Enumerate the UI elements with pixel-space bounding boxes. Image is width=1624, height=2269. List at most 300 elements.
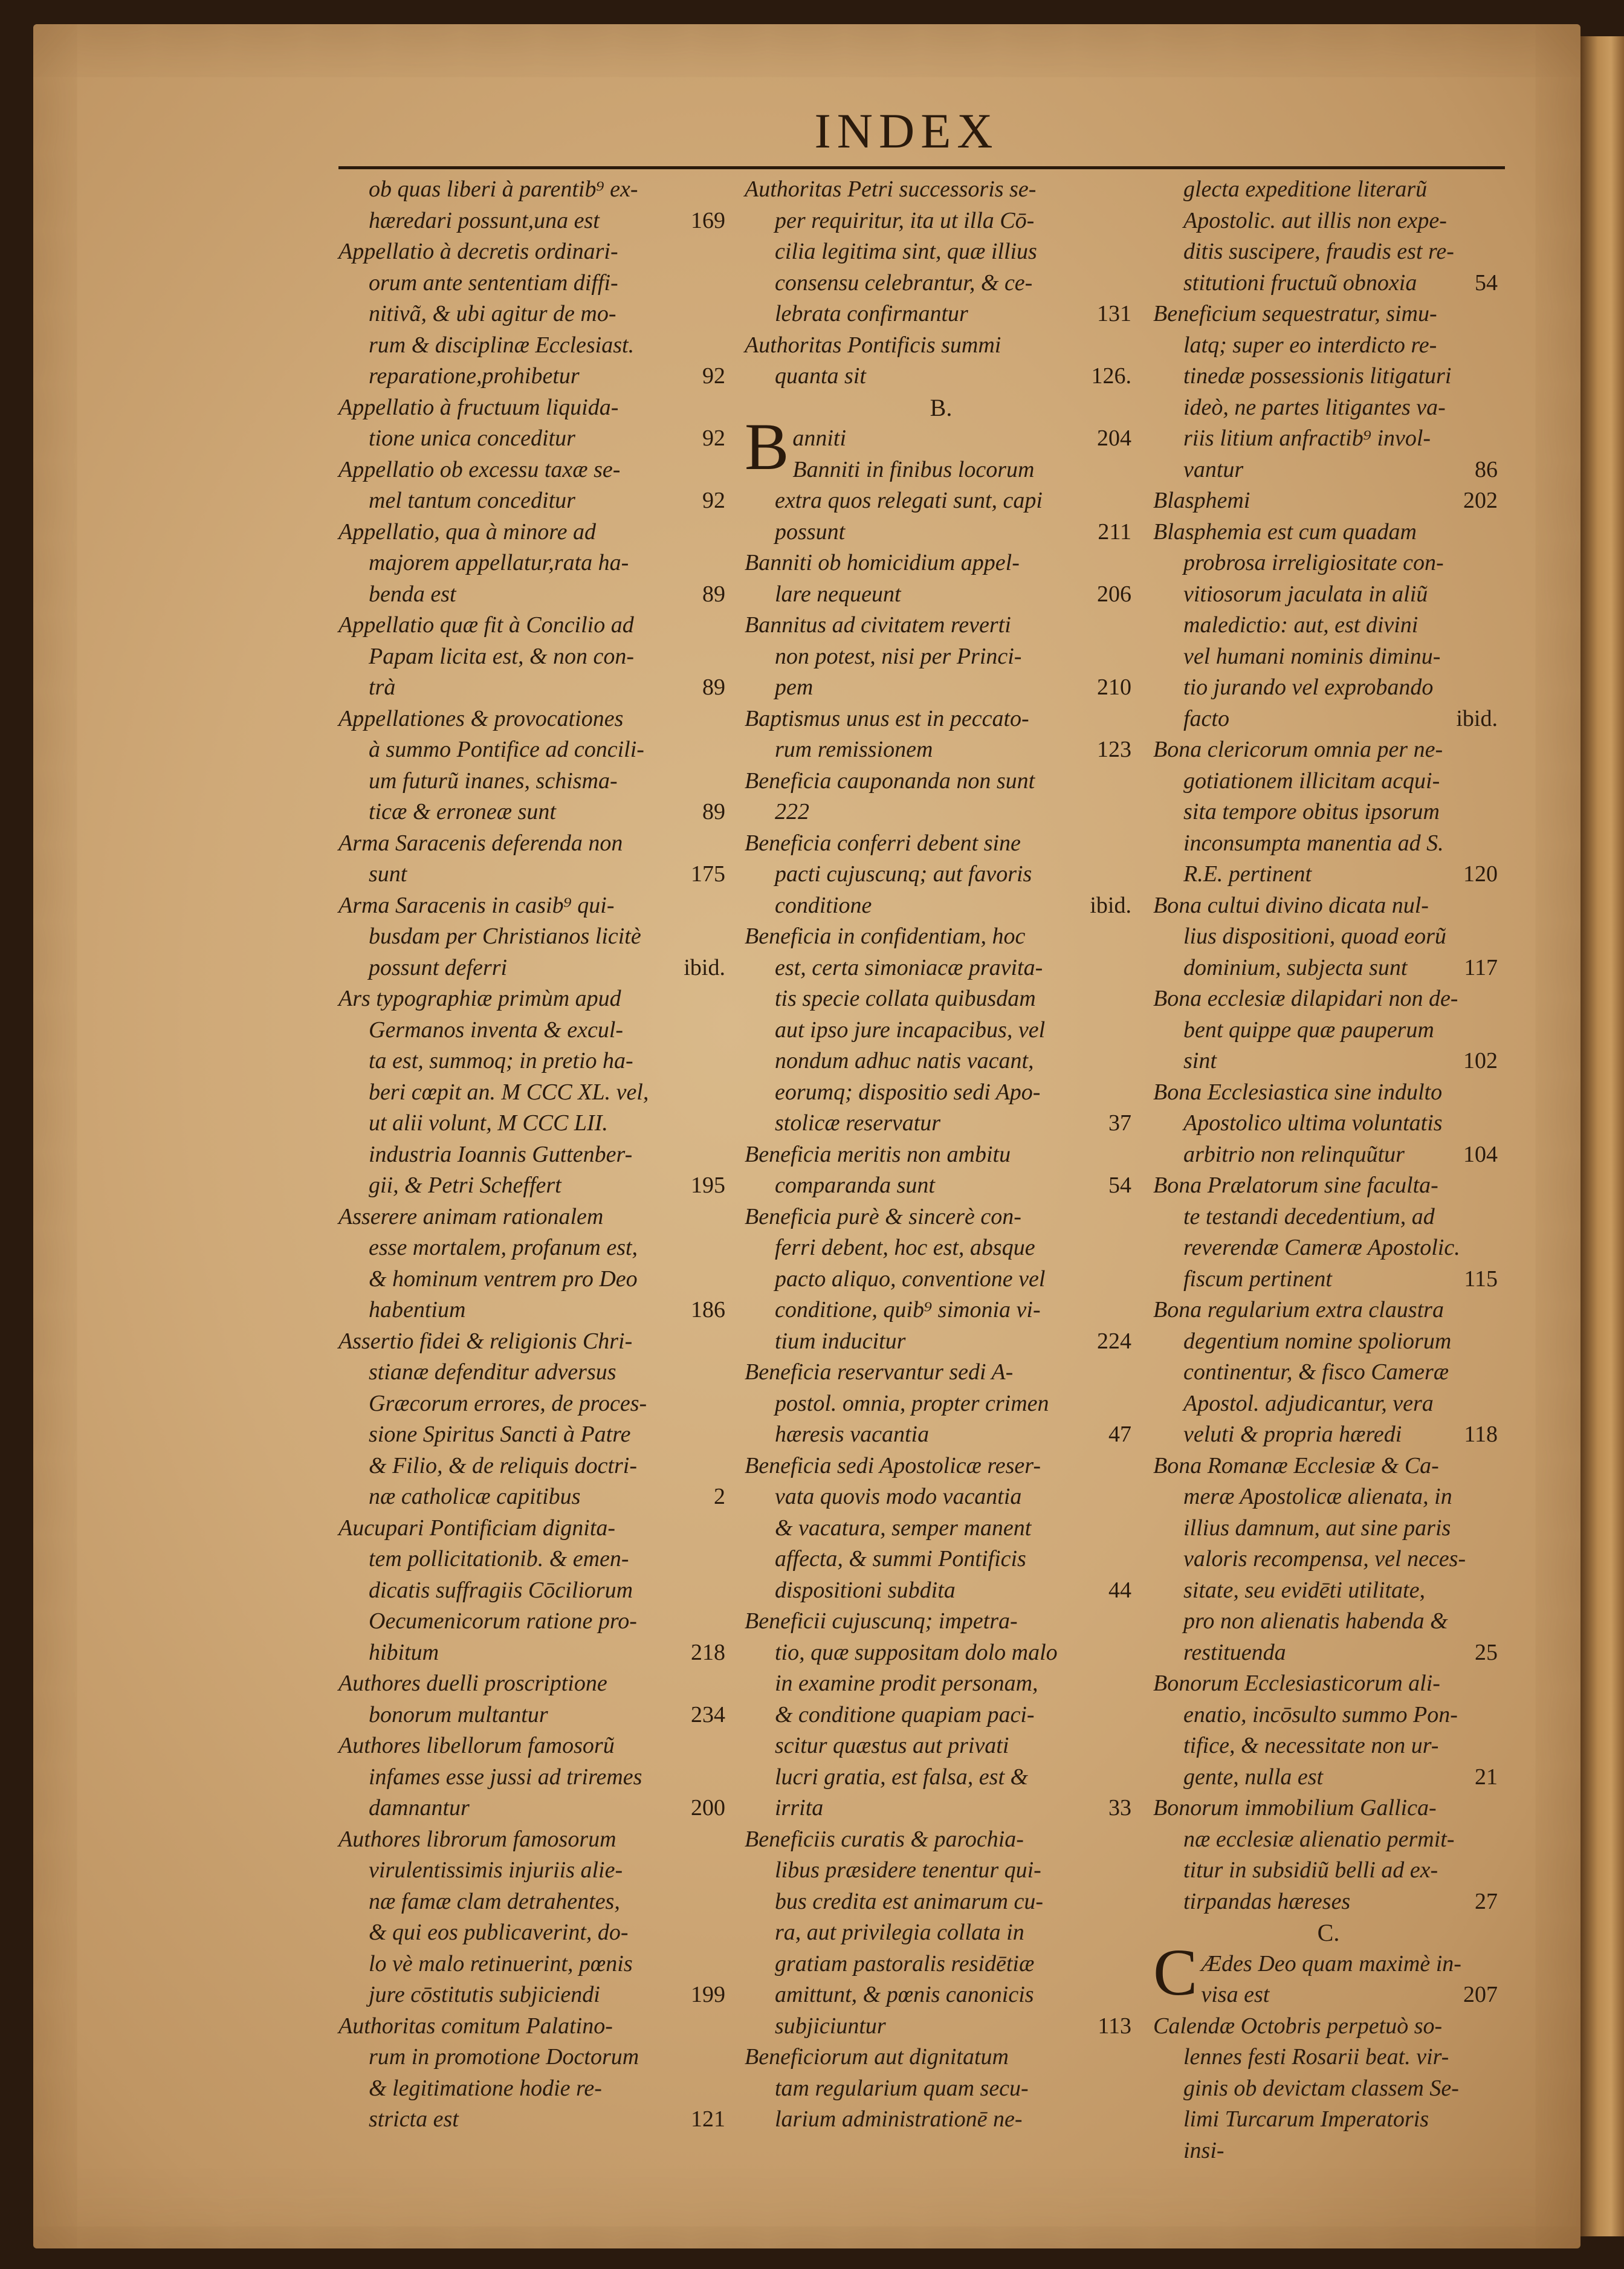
- entry-text: scitur quæstus aut privati: [775, 1733, 1009, 1758]
- index-line: [745, 766, 1137, 797]
- entry-text: affecta, & summi Pontificis: [775, 1546, 1026, 1571]
- page-number: ibid.: [1456, 705, 1498, 731]
- entry-text: Beneficia in confidentiam, hoc: [745, 924, 1026, 949]
- index-line: [745, 1513, 1137, 1544]
- entry-text: infames esse jussi ad triremes: [369, 1764, 642, 1790]
- entry-text: ra, aut privilegia collata in: [775, 1920, 1024, 1945]
- index-line: [1153, 2073, 1504, 2105]
- index-line: [338, 983, 731, 1015]
- index-line: [338, 1513, 731, 1544]
- index-line: [745, 2042, 1137, 2073]
- index-line: [1153, 1451, 1504, 1482]
- index-line: [1153, 1762, 1504, 1793]
- index-line: [1153, 1668, 1504, 1700]
- entry-text: sione Spiritus Sancti à Patre: [369, 1422, 631, 1447]
- page-number: 117: [1464, 954, 1498, 980]
- page-number: ibid.: [1090, 892, 1131, 918]
- entry-text: tio jurando vel exprobando: [1183, 675, 1434, 700]
- entry-text: vata quovis modo vacantia: [775, 1484, 1022, 1509]
- entry-text: Baptismus unus est in peccato-: [745, 705, 1029, 731]
- page-number: 92: [702, 488, 725, 513]
- entry-text: à summo Pontifice ad concili-: [369, 737, 644, 762]
- entry-text: insi-: [1183, 2137, 1224, 2163]
- page-number: 126.: [1091, 363, 1131, 389]
- index-line: [745, 517, 1137, 548]
- entry-text: C.: [1317, 1919, 1340, 1946]
- entry-text: Beneficiis curatis & parochia-: [745, 1826, 1024, 1852]
- index-line: [1153, 1357, 1504, 1388]
- index-line: [745, 704, 1137, 735]
- index-line: [338, 423, 731, 455]
- entry-text: rum in promotione Doctorum: [369, 2044, 639, 2070]
- entry-text: & vacatura, semper manent: [775, 1515, 1032, 1541]
- index-line: [1153, 1232, 1504, 1264]
- index-line: [338, 330, 731, 361]
- index-line: [338, 1419, 731, 1451]
- drop-capital: C: [1153, 1935, 1198, 2009]
- index-line: [1153, 392, 1504, 424]
- entry-text: Authores duelli proscriptione: [338, 1671, 607, 1696]
- index-line: [745, 1730, 1137, 1762]
- index-line: [1153, 1388, 1504, 1420]
- entry-text: vel humani nominis diminu-: [1183, 643, 1441, 669]
- entry-text: majorem appellatur,rata ha-: [369, 550, 629, 575]
- entry-text: Aucupari Pontificiam dignita-: [338, 1515, 616, 1541]
- index-line: [338, 1544, 731, 1575]
- index-line: [338, 734, 731, 766]
- entry-text: valoris recompensa, vel neces-: [1183, 1546, 1466, 1571]
- index-line: [745, 1232, 1137, 1264]
- entry-text: hibitum: [369, 1639, 439, 1665]
- index-line: [338, 1824, 731, 1856]
- entry-text: busdam per Christianos licitè: [369, 924, 641, 949]
- entry-text: aut ipso jure incapacibus, vel: [775, 1017, 1046, 1043]
- entry-text: Beneficia reservantur sedi A-: [745, 1359, 1014, 1385]
- page-number: 123: [1097, 737, 1131, 762]
- entry-text: Beneficiorum aut dignitatum: [745, 2044, 1009, 2070]
- index-line: [1153, 1824, 1504, 1856]
- entry-text: & conditione quapiam paci-: [775, 1701, 1035, 1727]
- index-line: [745, 579, 1137, 610]
- index-line: [338, 766, 731, 797]
- adjacent-page-edge: [1580, 36, 1624, 2236]
- index-line: [745, 1451, 1137, 1482]
- index-line: [338, 859, 731, 890]
- index-line: [338, 1326, 731, 1358]
- index-line: [1153, 1108, 1504, 1139]
- index-line: [1153, 2135, 1504, 2167]
- page-number: 44: [1108, 1577, 1131, 1603]
- page-title: INDEX: [814, 103, 999, 158]
- page-number: 175: [691, 861, 725, 887]
- page-number: 102: [1463, 1048, 1498, 1073]
- page-number: 104: [1463, 1141, 1498, 1167]
- entry-text: rum & disciplinæ Ecclesiast.: [369, 332, 635, 358]
- entry-text: stricta est: [369, 2106, 459, 2132]
- entry-text: dominium, subjecta sunt: [1183, 954, 1408, 980]
- index-line: [1153, 766, 1504, 797]
- entry-text: conditione, quib⁹ simonia vi-: [775, 1297, 1041, 1322]
- entry-text: cilia legitima sint, quæ illius: [775, 239, 1037, 264]
- entry-text: lius dispositioni, quoad eorũ: [1183, 924, 1446, 949]
- index-line: [1153, 1606, 1504, 1637]
- page-number: 224: [1097, 1328, 1131, 1354]
- index-line: [1153, 423, 1504, 455]
- page-number: 21: [1475, 1764, 1498, 1790]
- entry-text: tifice, & necessitate non ur-: [1183, 1733, 1439, 1758]
- entry-text: subjiciuntur: [775, 2013, 886, 2039]
- entry-text: gii, & Petri Scheffert: [369, 1173, 561, 1198]
- index-line: [745, 1264, 1137, 1295]
- index-line: [1153, 330, 1504, 361]
- entry-text: Apostolic. aut illis non expe-: [1183, 207, 1447, 233]
- index-line: [745, 797, 1137, 828]
- entry-text: dicatis suffragiis Cōciliorum: [369, 1577, 633, 1603]
- entry-text: næ famæ clam detrahentes,: [369, 1888, 620, 1914]
- index-line: [1153, 1481, 1504, 1513]
- entry-text: Authoritas Pontificis summi: [745, 332, 1001, 358]
- entry-text: reparatione,prohibetur: [369, 363, 580, 389]
- index-line: [338, 2011, 731, 2042]
- entry-text: Græcorum errores, de proces-: [369, 1390, 647, 1416]
- entry-text: Bonorum Ecclesiasticorum ali-: [1153, 1671, 1440, 1696]
- page-number: 218: [691, 1639, 725, 1665]
- index-line: [1153, 206, 1504, 237]
- index-line: [1153, 1513, 1504, 1544]
- entry-text: quanta sit: [775, 363, 866, 389]
- entry-text: bonorum multantur: [369, 1701, 548, 1727]
- entry-text: bus credita est animarum cu-: [775, 1888, 1043, 1914]
- entry-text: tis specie collata quibusdam: [775, 986, 1036, 1011]
- entry-text: ideò, ne partes litigantes va-: [1183, 394, 1446, 420]
- section-letter: [745, 392, 1137, 424]
- entry-text: Appellatio, qua à minore ad: [338, 519, 597, 545]
- index-line: [338, 2042, 731, 2073]
- entry-text: vitiosorum jaculata in aliũ: [1183, 581, 1428, 607]
- index-line: [745, 485, 1137, 517]
- page-number: 54: [1108, 1173, 1131, 1198]
- index-line: [745, 2011, 1137, 2042]
- entry-text: Arma Saracenis deferenda non: [338, 830, 623, 856]
- index-line: [1153, 455, 1504, 486]
- page-number: 47: [1108, 1422, 1131, 1447]
- page-number: 206: [1097, 581, 1131, 607]
- index-line: [338, 517, 731, 548]
- index-line: [1153, 579, 1504, 610]
- index-line: [745, 236, 1137, 268]
- page-number: 118: [1464, 1422, 1498, 1447]
- entry-text: tirpandas hæreses: [1183, 1888, 1351, 1914]
- index-line: [338, 1730, 731, 1762]
- index-line: [745, 1979, 1137, 2011]
- entry-text: possunt: [775, 519, 846, 545]
- index-line: [338, 610, 731, 641]
- index-line: [338, 548, 731, 579]
- page-number: 54: [1475, 270, 1498, 296]
- index-line: [338, 1949, 731, 1980]
- index-line: [745, 1637, 1137, 1669]
- entry-text: irrita: [775, 1795, 824, 1821]
- page-number: 115: [1464, 1266, 1498, 1292]
- index-line: [1153, 548, 1504, 579]
- entry-text: ferri debent, hoc est, absque: [775, 1235, 1035, 1260]
- entry-text: lare nequeunt: [775, 581, 901, 607]
- index-line: [1153, 1295, 1504, 1326]
- index-line: [745, 1606, 1137, 1637]
- index-line: [1153, 361, 1504, 392]
- drop-capital: B: [745, 410, 789, 484]
- entry-text: Appellatio à decretis ordinari-: [338, 239, 618, 264]
- index-line: [1153, 1700, 1504, 1731]
- index-line: [745, 1108, 1137, 1139]
- entry-text: visa est: [1201, 1982, 1270, 2007]
- index-line: [338, 1388, 731, 1420]
- entry-text: Appellationes & provocationes: [338, 705, 624, 731]
- page-number: 92: [702, 363, 725, 389]
- entry-text: R.E. pertinent: [1183, 861, 1312, 887]
- section-letter: [1153, 1917, 1504, 1949]
- page-number: 89: [702, 799, 725, 824]
- index-line: [1153, 1544, 1504, 1575]
- index-line: [1153, 1979, 1504, 2011]
- entry-text: hæresis vacantia: [775, 1422, 930, 1447]
- entry-text: continentur, & fisco Cameræ: [1183, 1359, 1449, 1385]
- entry-text: & Filio, & de reliquis doctri-: [369, 1452, 637, 1478]
- entry-text: ut alii volunt, M CCC LII.: [369, 1110, 608, 1136]
- page-number: 33: [1108, 1795, 1131, 1821]
- entry-text: ditis suscipere, fraudis est re-: [1183, 239, 1454, 264]
- index-line: [1153, 704, 1504, 735]
- page-number: 195: [691, 1173, 725, 1198]
- index-line: [338, 953, 731, 984]
- index-line: [1153, 1730, 1504, 1762]
- index-line: [1153, 485, 1504, 517]
- index-line: [745, 859, 1137, 890]
- entry-text: Calendæ Octobris perpetuò so-: [1153, 2013, 1443, 2039]
- entry-text: Authores libellorum famosorũ: [338, 1733, 615, 1758]
- entry-text: habentium: [369, 1297, 466, 1322]
- entry-text: pem: [775, 675, 814, 700]
- index-line: [745, 1700, 1137, 1731]
- entry-text: orum ante sententiam diffi-: [369, 270, 618, 296]
- entry-text: stitutioni fructuũ obnoxia: [1183, 270, 1417, 296]
- index-line: [338, 1015, 731, 1046]
- index-line: [338, 641, 731, 673]
- index-line: [745, 1886, 1137, 1918]
- entry-text: trà: [369, 675, 396, 700]
- index-line: [745, 1357, 1137, 1388]
- entry-text: inconsumpta manentia ad S.: [1183, 830, 1444, 856]
- page-number: 25: [1475, 1639, 1498, 1665]
- entry-text: gente, nulla est: [1183, 1764, 1324, 1790]
- entry-text: libus præsidere tenentur qui-: [775, 1857, 1041, 1883]
- page-number: 202: [1463, 488, 1498, 513]
- index-line: [1153, 890, 1504, 922]
- entry-text: conditione: [775, 892, 872, 918]
- entry-text: consensu celebrantur, & ce-: [775, 270, 1033, 296]
- entry-text: reverendæ Cameræ Apostolic.: [1183, 1235, 1460, 1260]
- entry-text: um futurũ inanes, schisma-: [369, 768, 618, 794]
- index-line: [1153, 828, 1504, 859]
- index-line: [1153, 983, 1504, 1015]
- entry-text: degentium nomine spoliorum: [1183, 1328, 1452, 1354]
- entry-text: meræ Apostolicæ alienata, in: [1183, 1484, 1452, 1509]
- index-line: [745, 641, 1137, 673]
- index-line: [338, 2073, 731, 2105]
- index-line: [745, 1481, 1137, 1513]
- index-line: [338, 1451, 731, 1482]
- entry-text: industria Ioannis Guttenber-: [369, 1141, 633, 1167]
- index-line: [1153, 1886, 1504, 1918]
- index-line: [745, 953, 1137, 984]
- index-line: [1153, 1419, 1504, 1451]
- index-line: [338, 1979, 731, 2011]
- index-line: [745, 610, 1137, 641]
- entry-text: damnantur: [369, 1795, 470, 1821]
- entry-text: Beneficia conferri debent sine: [745, 830, 1021, 856]
- index-line: [1153, 672, 1504, 704]
- index-line: [338, 704, 731, 735]
- entry-text: 222: [775, 799, 809, 824]
- page-number: 210: [1097, 675, 1131, 700]
- entry-text: næ catholicæ capitibus: [369, 1484, 581, 1509]
- entry-text: Authoritas comitum Palatino-: [338, 2013, 613, 2039]
- entry-text: possunt deferri: [369, 954, 508, 980]
- entry-text: Bona ecclesiæ dilapidari non de-: [1153, 986, 1458, 1011]
- index-line: [338, 921, 731, 953]
- entry-text: gotiationem illicitam acqui-: [1183, 768, 1440, 794]
- index-line: [745, 1824, 1137, 1856]
- entry-text: Ædes Deo quam maximè in-: [1201, 1950, 1461, 1976]
- entry-text: eorumq; dispositio sedi Apo-: [775, 1079, 1041, 1105]
- page-number: 2: [714, 1484, 725, 1509]
- entry-text: Beneficia sedi Apostolicæ reser-: [745, 1452, 1041, 1478]
- entry-text: ginis ob devictam classem Se-: [1183, 2075, 1459, 2101]
- entry-text: lo vè malo retinuerint, pœnis: [369, 1950, 633, 1976]
- index-line: [1153, 797, 1504, 828]
- entry-text: est, certa simoniacæ pravita-: [775, 954, 1043, 980]
- entry-text: virulentissimis injuriis alie-: [369, 1857, 623, 1883]
- entry-text: B.: [930, 393, 953, 421]
- entry-text: Banniti in finibus locorum: [792, 456, 1035, 482]
- entry-text: postol. omnia, propter crimen: [775, 1390, 1049, 1416]
- index-line: [745, 1855, 1137, 1886]
- index-line: [338, 579, 731, 610]
- index-line: [338, 1139, 731, 1171]
- entry-text: stianæ defenditur adversus: [369, 1359, 616, 1385]
- entry-text: facto: [1183, 705, 1229, 731]
- index-line: [1153, 1793, 1504, 1824]
- index-line: [1153, 2011, 1504, 2042]
- entry-text: benda est: [369, 581, 456, 607]
- entry-text: Beneficii cujuscunq; impetra-: [745, 1608, 1018, 1634]
- page-number: 121: [691, 2106, 725, 2132]
- index-line: [1153, 1046, 1504, 1077]
- entry-text: fiscum pertinent: [1183, 1266, 1332, 1292]
- entry-text: lennes festi Rosarii beat. vir-: [1183, 2044, 1449, 2070]
- entry-text: Bonorum immobilium Gallica-: [1153, 1795, 1437, 1821]
- index-line: [1153, 859, 1504, 890]
- index-line: [338, 1886, 731, 1918]
- index-line: [745, 734, 1137, 766]
- entry-text: Authoritas Petri successoris se-: [745, 176, 1037, 202]
- entry-text: latq; super eo interdicto re-: [1183, 332, 1437, 358]
- entry-text: enatio, incōsulto summo Pon-: [1183, 1701, 1458, 1727]
- index-line: [1153, 610, 1504, 641]
- page-number: ibid.: [684, 954, 725, 980]
- index-column-3: [1153, 174, 1504, 2166]
- entry-text: limi Turcarum Imperatoris: [1183, 2106, 1429, 2132]
- entry-text: non potest, nisi per Princi-: [775, 643, 1022, 669]
- entry-text: tione unica conceditur: [369, 426, 575, 451]
- index-line: [1153, 1326, 1504, 1358]
- index-line: [745, 1170, 1137, 1202]
- index-line: [338, 1264, 731, 1295]
- entry-text: probrosa irreligiositate con-: [1183, 550, 1444, 575]
- index-line: [338, 1295, 731, 1326]
- index-line: [338, 828, 731, 859]
- entry-text: Bona cultui divino dicata nul-: [1153, 892, 1429, 918]
- entry-text: ob quas liberi à parentib⁹ ex-: [369, 176, 638, 202]
- index-line: [338, 1855, 731, 1886]
- index-line: [338, 1077, 731, 1109]
- index-line: [338, 299, 731, 330]
- entry-text: pacti cujuscunq; aut favoris: [775, 861, 1032, 887]
- entry-text: per requiritur, ita ut illa Cō-: [775, 207, 1035, 233]
- index-line: [745, 1388, 1137, 1420]
- index-line: [338, 672, 731, 704]
- index-line: [338, 485, 731, 517]
- page-number: 204: [1097, 426, 1131, 451]
- entry-text: Appellatio quæ fit à Concilio ad: [338, 612, 634, 638]
- index-line: [338, 206, 731, 237]
- index-line: [1153, 299, 1504, 330]
- index-line: [338, 1575, 731, 1607]
- entry-text: pro non alienatis habenda &: [1183, 1608, 1448, 1634]
- index-line: [338, 1170, 731, 1202]
- entry-text: beri cœpit an. M CCC XL. vel,: [369, 1079, 649, 1105]
- index-line: [1153, 1077, 1504, 1109]
- entry-text: Germanos inventa & excul-: [369, 1017, 624, 1043]
- index-line: [338, 1481, 731, 1513]
- page-number: 169: [691, 207, 725, 233]
- index-line: [1153, 268, 1504, 299]
- entry-text: vantur: [1183, 456, 1244, 482]
- entry-text: maledictio: aut, est divini: [1183, 612, 1419, 638]
- page-number: 27: [1475, 1888, 1498, 1914]
- entry-text: amittunt, & pœnis canonicis: [775, 1982, 1034, 2007]
- index-line: [745, 1046, 1137, 1077]
- entry-text: Bona Romanæ Ecclesiæ & Ca-: [1153, 1452, 1439, 1478]
- index-line: [1153, 1202, 1504, 1233]
- index-line: [338, 455, 731, 486]
- entry-text: ta est, summoq; in pretio ha-: [369, 1048, 633, 1073]
- page-number: 92: [702, 426, 725, 451]
- entry-text: Apostolico ultima voluntatis: [1183, 1110, 1443, 1136]
- entry-text: extra quos relegati sunt, capi: [775, 488, 1043, 513]
- index-line: [745, 1202, 1137, 1233]
- index-column-1: [338, 174, 731, 2135]
- entry-text: illius damnum, aut sine paris: [1183, 1515, 1451, 1541]
- index-line: [745, 2073, 1137, 2105]
- entry-text: Beneficia cauponanda non sunt: [745, 768, 1035, 794]
- entry-text: Assertio fidei & religionis Chri-: [338, 1328, 633, 1354]
- entry-text: Authores librorum famosorum: [338, 1826, 616, 1852]
- index-line: [338, 1637, 731, 1669]
- index-line: [338, 174, 731, 206]
- entry-text: lebrata confirmantur: [775, 301, 968, 326]
- index-line: [338, 392, 731, 424]
